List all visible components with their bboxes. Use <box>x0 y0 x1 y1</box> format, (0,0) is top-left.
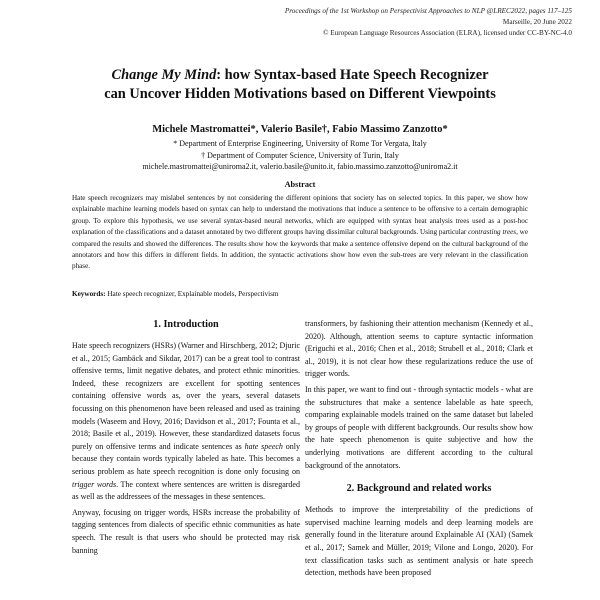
affiliation-2: † Department of Computer Science, University of Turin, Italy <box>201 150 399 160</box>
abstract-body <box>72 193 528 273</box>
abstract-part2: , we compared the results and showed the differences. The results show how the keywords that make a sentence offensive depend on the cultural background of the annotators and how this differs in different fields. In addition, the syntactic activations show how even the sub-trees are very relevant in the classification phase. <box>72 228 528 271</box>
intro-paragraph-2: Anyway, focusing on trigger words, HSRs increase the probability of tagging sentences from dialects of specific ethnic communities as hate speech. The result is that users who should be protected may risk banning <box>72 507 300 555</box>
location-date-line: Marseille, 20 June 2022 <box>502 18 572 26</box>
abstract-heading: Abstract <box>284 180 316 189</box>
abstract-part1: Hate speech recognizers may mislabel sentences by not considering the different opinions that society has on selected topics. In this paper, we show how explainable machine learning models based on syntax can help to understand the motivations that induce a sentence to be offensive to a certain demographic group. To explore this hypothesis, we use several syntax-based neural networks, which are equipped with syntax heat analysis trees used as a post-hoc explanation of the classifications and a dataset annotated by two different groups having dissimilar cultural backgrounds. Using particular <box>72 194 528 237</box>
keywords <box>72 290 528 298</box>
page-header <box>192 6 572 39</box>
abstract-italic: contrasting trees <box>468 228 517 237</box>
proceedings-line: Proceedings of the 1st Workshop on Perspectivist Approaches to NLP @LREC2022, pages 117–125 <box>284 7 572 15</box>
intro-p1-italic-2: trigger words <box>72 479 117 489</box>
right-paragraph-1: transformers, by fashioning their attention mechanism (Kennedy et al., 2020). Although, attention seems to capture syntactic information (Eriguchi et al., 2016; Chen et al., 2018; Strubell et al., 2018; Clark et al., 2019), it is not clear how these regularizations reduce the use of trigger words. <box>305 319 533 379</box>
affiliations <box>40 138 560 173</box>
author-emails: michele.mastromattei@uniroma2.it, valerio.basile@unito.it, fabio.massimo.zanzotto@uniroma2.it <box>142 162 458 171</box>
authors: Michele Mastromattei*, Valerio Basile†, Fabio Massimo Zanzotto* <box>152 124 448 135</box>
title-italic: Change My Mind <box>111 67 217 83</box>
license-line: © European Language Resources Association (ELRA), licensed under CC-BY-NC-4.0 <box>323 29 572 37</box>
affiliation-1: * Department of Enterprise Engineering, University of Rome Tor Vergata, Italy <box>173 139 427 148</box>
title-line1: : how Syntax-based Hate Speech Recognizer <box>216 67 489 83</box>
intro-p1-text-c: . The context where sentences are written is disregarded as well as the addressees of the messages in these sentences. <box>72 479 300 502</box>
intro-paragraph-1 <box>72 340 300 504</box>
right-column <box>305 318 533 580</box>
intro-heading: 1. Introduction <box>153 319 219 330</box>
keywords-text: Hate speech recognizer, Explainable models, Perspectivism <box>105 290 279 298</box>
keywords-label: Keywords: <box>72 290 106 298</box>
title-line2: can Uncover Hidden Motivations based on Different Viewpoints <box>104 86 496 102</box>
left-column <box>72 318 300 557</box>
intro-p1-text-b: only because they contain words typically labeled as hate. This becomes a serious problem as hate speech recognition is done only focusing on <box>72 441 300 476</box>
right-paragraph-2: In this paper, we want to find out - through syntactic models - what are the substructures that make a sentence labelable as hate speech, comparing explainable models trained on the same dataset but labeled by groups of people with different backgrounds. Our results show how the hate speech phenomenon is quite subjective and how the underlying motivations are different according to the cultural background of the annotators. <box>305 384 533 470</box>
intro-p1-italic-1: hate speech <box>244 441 283 451</box>
right-paragraph-3: Methods to improve the interpretability of the predictions of supervised machine learning models and deep learning models are generally found in the literature around Explainable AI (XAI) (Samek et al., 2017; Samek and Müller, 2019; Vilone and Longo, 2020). For text classification tasks such as sentiment analysis or hate speech detection, methods have been proposed <box>305 505 533 578</box>
intro-p1-text-a: Hate speech recognizers (HSRs) (Warner and Hirschberg, 2012; Djuric et al., 2015; Gambäck and Sikdar, 2017) can be a great tool to contrast offensive terms, limit negative debates, and protect ethnic minorities. Indeed, these recognizers are excellent for spotting sentences containing offensive words as, over the years, several datasets focussing on this phenomenon have been released and used as training models (Waseem and Hovy, 2016; Davidson et al., 2017; Founta et al., 2018; Basile et al., 2019). However, these standardized datasets focus purely on offensive terms and indicate sentences as <box>72 341 300 451</box>
paper-title <box>60 66 540 104</box>
background-heading: 2. Background and related works <box>346 483 492 495</box>
